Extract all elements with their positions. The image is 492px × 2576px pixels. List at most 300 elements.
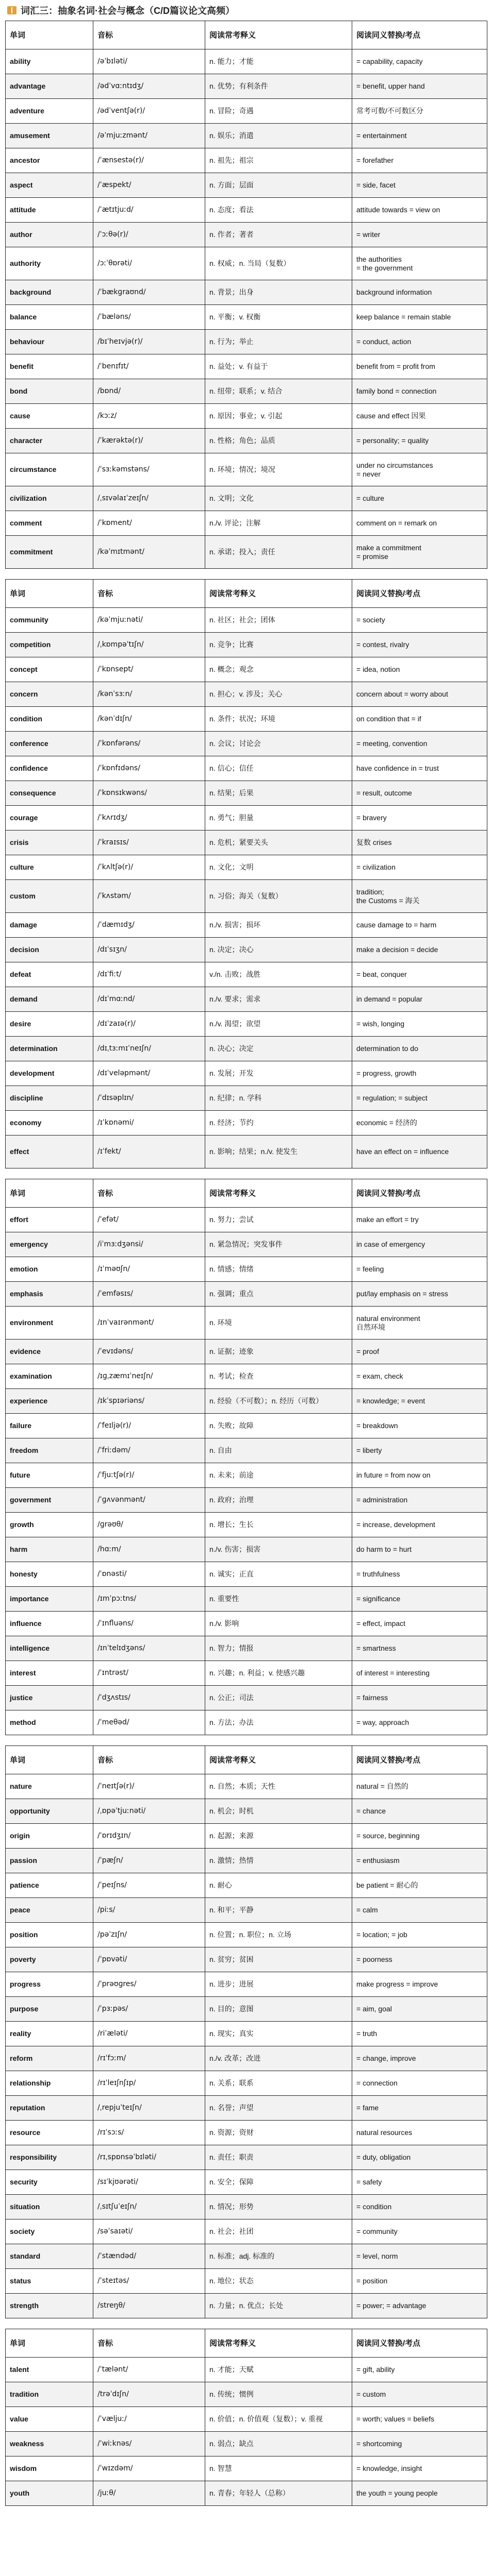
cell-phon: /ədˈventʃə(r)/ — [93, 99, 205, 124]
cell-phon: /ˈpɒvəti/ — [93, 1947, 205, 1972]
cell-phon: /dɪˌtɜːmɪˈneɪʃn/ — [93, 1037, 205, 1061]
table-row — [6, 608, 487, 633]
cell-pos: n. 考试；检查 — [205, 1364, 352, 1389]
cell-tip: = source, beginning — [352, 1824, 487, 1849]
cell-word: amusement — [6, 124, 93, 148]
cell-tip: on condition that = if — [352, 707, 487, 732]
cell-pos: n. 名誉；声望 — [205, 2096, 352, 2121]
cell-word: weakness — [6, 2432, 93, 2456]
cell-tip: = enthusiasm — [352, 1849, 487, 1873]
table-row — [6, 404, 487, 429]
cell-phon: /ˈɡʌvənmənt/ — [93, 1488, 205, 1513]
cell-pos: n. 贫穷；贫困 — [205, 1947, 352, 1972]
table-row — [6, 756, 487, 781]
cell-tip: background information — [352, 280, 487, 305]
cell-word: decision — [6, 938, 93, 962]
cell-pos: n. 努力；尝试 — [205, 1208, 352, 1232]
table-row — [6, 1661, 487, 1686]
cell-word: cause — [6, 404, 93, 429]
table-row — [6, 124, 487, 148]
cell-tip: = increase, development — [352, 1513, 487, 1537]
cell-tip: = benefit, upper hand — [352, 74, 487, 99]
column-header: 音标 — [93, 2329, 205, 2358]
cell-phon: /rɪˈfɔːm/ — [93, 2046, 205, 2071]
cell-word: reform — [6, 2046, 93, 2071]
cell-phon: /ˌsɪvəlaɪˈzeɪʃn/ — [93, 486, 205, 511]
table-row — [6, 1824, 487, 1849]
table-row — [6, 657, 487, 682]
cell-pos: n. 增长；生长 — [205, 1513, 352, 1537]
cell-word: economy — [6, 1111, 93, 1136]
cell-pos: n. 习俗；海关（复数） — [205, 880, 352, 913]
table-header-row — [6, 2329, 487, 2358]
cell-word: strength — [6, 2294, 93, 2318]
cell-tip: concern about = worry about — [352, 682, 487, 707]
cell-word: influence — [6, 1612, 93, 1636]
cell-pos: n. 起源；来源 — [205, 1824, 352, 1849]
cell-tip: = forefather — [352, 148, 487, 173]
cell-phon: /hɑːm/ — [93, 1537, 205, 1562]
table-row — [6, 2022, 487, 2046]
cell-word: commitment — [6, 536, 93, 569]
cell-phon: /ˈɒrɪdʒɪn/ — [93, 1824, 205, 1849]
cell-pos: n. 情感；情绪 — [205, 1257, 352, 1282]
vocab-table — [5, 2329, 487, 2506]
cell-phon: /ˈɒnəsti/ — [93, 1562, 205, 1587]
cell-phon: /ɪmˈpɔːtns/ — [93, 1587, 205, 1612]
cell-tip: = idea, notion — [352, 657, 487, 682]
cell-phon: /ˈsteɪtəs/ — [93, 2269, 205, 2294]
cell-pos: n./v. 伤害；损害 — [205, 1537, 352, 1562]
cell-tip: in demand = popular — [352, 987, 487, 1012]
table-row — [6, 1061, 487, 1086]
table-row — [6, 99, 487, 124]
cell-word: experience — [6, 1389, 93, 1414]
cell-word: adventure — [6, 99, 93, 124]
cell-pos: n. 自由 — [205, 1438, 352, 1463]
column-header: 音标 — [93, 21, 205, 49]
column-header: 单词 — [6, 1179, 93, 1208]
page-title — [0, 0, 492, 21]
cell-pos: n. 智慧 — [205, 2456, 352, 2481]
cell-tip: = culture — [352, 486, 487, 511]
cell-tip: = entertainment — [352, 124, 487, 148]
cell-pos: n. 危机；紧要关头 — [205, 831, 352, 855]
table-row — [6, 1340, 487, 1364]
cell-tip: = custom — [352, 2382, 487, 2407]
table-row — [6, 1257, 487, 1282]
cell-phon: /ˈdæmɪdʒ/ — [93, 913, 205, 938]
cell-word: wisdom — [6, 2456, 93, 2481]
cell-pos: n. 地位；状态 — [205, 2269, 352, 2294]
table-row — [6, 429, 487, 453]
cell-word: opportunity — [6, 1799, 93, 1824]
cell-tip: of interest = interesting — [352, 1661, 487, 1686]
cell-tip: = significance — [352, 1587, 487, 1612]
cell-tip: = progress, growth — [352, 1061, 487, 1086]
cell-tip: = power; = advantage — [352, 2294, 487, 2318]
cell-pos: n. 能力；才能 — [205, 49, 352, 74]
cell-phon: /iˈmɜːdʒənsi/ — [93, 1232, 205, 1257]
cell-phon: /ˈæspekt/ — [93, 173, 205, 198]
table-row — [6, 633, 487, 657]
column-header: 单词 — [6, 1746, 93, 1774]
cell-tip: = proof — [352, 1340, 487, 1364]
cell-phon: /ˈpɜːpəs/ — [93, 1997, 205, 2022]
cell-tip: = society — [352, 608, 487, 633]
cell-tip: 复数 crises — [352, 831, 487, 855]
cell-tip: cause damage to = harm — [352, 913, 487, 938]
cell-pos: n. 位置；n. 职位；n. 立场 — [205, 1923, 352, 1947]
cell-pos: n. 社区；社会；团体 — [205, 608, 352, 633]
table-row — [6, 49, 487, 74]
cell-pos: n. 关系；联系 — [205, 2071, 352, 2096]
cell-phon: /ˈkʌrɪdʒ/ — [93, 806, 205, 831]
cell-pos: n. 发展；开发 — [205, 1061, 352, 1086]
cell-tip: make progress = improve — [352, 1972, 487, 1997]
cell-tip: family bond = connection — [352, 379, 487, 404]
column-header: 阅读常考释义 — [205, 21, 352, 49]
cell-word: reputation — [6, 2096, 93, 2121]
cell-phon: /ˌɒpəˈtjuːnəti/ — [93, 1799, 205, 1824]
table-row — [6, 1799, 487, 1824]
cell-phon: /ˌkɒmpəˈtɪʃn/ — [93, 633, 205, 657]
column-header: 阅读同义替换/考点 — [352, 21, 487, 49]
cell-tip: benefit from = profit from — [352, 354, 487, 379]
cell-pos: n. 标准；adj. 标准的 — [205, 2244, 352, 2269]
cell-pos: n. 责任；职责 — [205, 2145, 352, 2170]
table-row — [6, 1438, 487, 1463]
cell-tip: = aim, goal — [352, 1997, 487, 2022]
cell-pos: n. 才能；天赋 — [205, 2358, 352, 2382]
cell-phon: /ˈpæʃn/ — [93, 1849, 205, 1873]
table-row — [6, 781, 487, 806]
cell-pos: n. 方面；层面 — [205, 173, 352, 198]
cell-phon: /əˈbɪləti/ — [93, 49, 205, 74]
cell-phon: /ˈneɪtʃə(r)/ — [93, 1774, 205, 1799]
cell-phon: /piːs/ — [93, 1898, 205, 1923]
cell-tip: in case of emergency — [352, 1232, 487, 1257]
cell-word: value — [6, 2407, 93, 2432]
cell-word: evidence — [6, 1340, 93, 1364]
cell-word: bond — [6, 379, 93, 404]
cell-tip: = beat, conquer — [352, 962, 487, 987]
cell-tip: = way, approach — [352, 1710, 487, 1735]
table-header-row — [6, 1179, 487, 1208]
cell-tip: = bravery — [352, 806, 487, 831]
cell-word: responsibility — [6, 2145, 93, 2170]
cell-pos: n. 紧急情况；突发事件 — [205, 1232, 352, 1257]
table-row — [6, 1710, 487, 1735]
table-row — [6, 1636, 487, 1661]
table-row — [6, 247, 487, 280]
cell-tip: = breakdown — [352, 1414, 487, 1438]
cell-pos: n. 失败；故障 — [205, 1414, 352, 1438]
table-row — [6, 2195, 487, 2219]
column-header: 阅读常考释义 — [205, 1179, 352, 1208]
cell-pos: n. 传统；惯例 — [205, 2382, 352, 2407]
cell-phon: /sɪˈkjʊərəti/ — [93, 2170, 205, 2195]
cell-phon: /dɪˈsɪʒn/ — [93, 938, 205, 962]
cell-word: custom — [6, 880, 93, 913]
cell-pos: n. 政府；治理 — [205, 1488, 352, 1513]
cell-phon: /ɪˈfekt/ — [93, 1136, 205, 1168]
cell-phon: /ɪɡˌzæmɪˈneɪʃn/ — [93, 1364, 205, 1389]
cell-phon: /ɪˈkɒnəmi/ — [93, 1111, 205, 1136]
table-row — [6, 330, 487, 354]
cell-tip: comment on = remark on — [352, 511, 487, 536]
cell-word: future — [6, 1463, 93, 1488]
cell-pos: n. 价值；n. 价值观（复数）；v. 重视 — [205, 2407, 352, 2432]
column-header: 阅读同义替换/考点 — [352, 2329, 487, 2358]
cell-pos: n. 社会；社团 — [205, 2219, 352, 2244]
cell-word: attitude — [6, 198, 93, 223]
cell-word: balance — [6, 305, 93, 330]
cell-word: reality — [6, 2022, 93, 2046]
cell-tip: make a decision = decide — [352, 938, 487, 962]
cell-tip: = regulation; = subject — [352, 1086, 487, 1111]
cell-phon: /ˈkɒnfɪdəns/ — [93, 756, 205, 781]
table-row — [6, 1037, 487, 1061]
cell-tip: = knowledge; = event — [352, 1389, 487, 1414]
cell-tip: = gift, ability — [352, 2358, 487, 2382]
table-row — [6, 173, 487, 198]
cell-phon: /ˈætɪtjuːd/ — [93, 198, 205, 223]
table-row — [6, 305, 487, 330]
cell-tip: determination to do — [352, 1037, 487, 1061]
cell-tip: = chance — [352, 1799, 487, 1824]
cell-tip: = truth — [352, 2022, 487, 2046]
cell-pos: n. 证据；迹象 — [205, 1340, 352, 1364]
cell-phon: /əˈmjuːzmənt/ — [93, 124, 205, 148]
cell-tip: = wish, longing — [352, 1012, 487, 1037]
table-row — [6, 74, 487, 99]
table-header-row — [6, 1746, 487, 1774]
cell-word: defeat — [6, 962, 93, 987]
table-row — [6, 2244, 487, 2269]
cell-tip: = condition — [352, 2195, 487, 2219]
table-row — [6, 2145, 487, 2170]
cell-tip: = fairness — [352, 1686, 487, 1710]
cell-word: justice — [6, 1686, 93, 1710]
table-row — [6, 2432, 487, 2456]
cell-phon: /trəˈdɪʃn/ — [93, 2382, 205, 2407]
cell-pos: n. 目的；意图 — [205, 1997, 352, 2022]
cell-pos: n./v. 损害；损坏 — [205, 913, 352, 938]
column-header: 阅读常考释义 — [205, 2329, 352, 2358]
cell-pos: n. 优势；有利条件 — [205, 74, 352, 99]
column-header: 阅读同义替换/考点 — [352, 580, 487, 608]
cell-pos: n. 耐心 — [205, 1873, 352, 1898]
table-row — [6, 280, 487, 305]
table-row — [6, 2407, 487, 2432]
column-header: 音标 — [93, 1179, 205, 1208]
cell-word: poverty — [6, 1947, 93, 1972]
cell-tip: put/lay emphasis on = stress — [352, 1282, 487, 1307]
cell-pos: n. 承诺；投入；责任 — [205, 536, 352, 569]
table-row — [6, 880, 487, 913]
table-row — [6, 148, 487, 173]
table-row — [6, 1898, 487, 1923]
cell-pos: n. 环境 — [205, 1307, 352, 1340]
cell-tip: = exam, check — [352, 1364, 487, 1389]
cell-word: tradition — [6, 2382, 93, 2407]
cell-word: determination — [6, 1037, 93, 1061]
cell-pos: n. 结果；后果 — [205, 781, 352, 806]
cell-phon: /ˈemfəsɪs/ — [93, 1282, 205, 1307]
cell-pos: n./v. 评论；注解 — [205, 511, 352, 536]
cell-phon: /ˈɪntrəst/ — [93, 1661, 205, 1686]
cell-tip: economic = 经济的 — [352, 1111, 487, 1136]
cell-word: condition — [6, 707, 93, 732]
cell-pos: n. 娱乐；消遣 — [205, 124, 352, 148]
cell-pos: n. 激情；热情 — [205, 1849, 352, 1873]
column-header: 阅读常考释义 — [205, 580, 352, 608]
cell-phon: /pəˈzɪʃn/ — [93, 1923, 205, 1947]
cell-tip: be patient = 耐心的 — [352, 1873, 487, 1898]
cell-tip: = position — [352, 2269, 487, 2294]
table-row — [6, 1208, 487, 1232]
cell-phon: /ˈɔːθə(r)/ — [93, 223, 205, 247]
cell-word: youth — [6, 2481, 93, 2506]
table-row — [6, 1513, 487, 1537]
cell-tip: make a commitment = promise — [352, 536, 487, 569]
cell-phon: /ˈkɒnsept/ — [93, 657, 205, 682]
table-row — [6, 2046, 487, 2071]
cell-pos: n. 安全；保障 — [205, 2170, 352, 2195]
cell-tip: = smartness — [352, 1636, 487, 1661]
cell-tip: = personality; = quality — [352, 429, 487, 453]
cell-word: effect — [6, 1136, 93, 1168]
cell-pos: v./n. 击败；战胜 — [205, 962, 352, 987]
cell-phon: /ˈefət/ — [93, 1208, 205, 1232]
column-header: 阅读同义替换/考点 — [352, 1179, 487, 1208]
cell-pos: n. 纽带；联系；v. 结合 — [205, 379, 352, 404]
cell-word: honesty — [6, 1562, 93, 1587]
cell-phon: /dɪˈfiːt/ — [93, 962, 205, 987]
table-header-row — [6, 21, 487, 49]
cell-phon: /ˈkærəktə(r)/ — [93, 429, 205, 453]
cell-word: ability — [6, 49, 93, 74]
cell-pos: n. 概念；观念 — [205, 657, 352, 682]
cell-phon: /ˈsɜːkəmstəns/ — [93, 453, 205, 486]
table-row — [6, 2219, 487, 2244]
cell-pos: n. 祖先；祖宗 — [205, 148, 352, 173]
cell-pos: n. 平衡；v. 权衡 — [205, 305, 352, 330]
cell-word: freedom — [6, 1438, 93, 1463]
cell-word: emotion — [6, 1257, 93, 1282]
table-row — [6, 1414, 487, 1438]
cell-phon: /ədˈvɑːntɪdʒ/ — [93, 74, 205, 99]
cell-pos: n. 环境；情况；境况 — [205, 453, 352, 486]
cell-phon: /kənˈsɜːn/ — [93, 682, 205, 707]
cell-word: development — [6, 1061, 93, 1086]
cell-word: resource — [6, 2121, 93, 2145]
book-icon — [7, 6, 17, 14]
cell-phon: /ˌsɪtʃuˈeɪʃn/ — [93, 2195, 205, 2219]
cell-phon: /səˈsaɪəti/ — [93, 2219, 205, 2244]
table-row — [6, 2096, 487, 2121]
table-row — [6, 707, 487, 732]
cell-phon: /ˈpeɪʃns/ — [93, 1873, 205, 1898]
cell-tip: under no circumstances = never — [352, 453, 487, 486]
cell-phon: /ˈstændəd/ — [93, 2244, 205, 2269]
cell-tip: = capability, capacity — [352, 49, 487, 74]
cell-word: progress — [6, 1972, 93, 1997]
cell-tip: = connection — [352, 2071, 487, 2096]
cell-pos: n. 文化；文明 — [205, 855, 352, 880]
cell-phon: /ˈfriːdəm/ — [93, 1438, 205, 1463]
cell-phon: /ɪkˈspɪəriəns/ — [93, 1389, 205, 1414]
cell-word: comment — [6, 511, 93, 536]
cell-word: discipline — [6, 1086, 93, 1111]
table-row — [6, 2121, 487, 2145]
cell-word: desire — [6, 1012, 93, 1037]
cell-word: status — [6, 2269, 93, 2294]
cell-tip: cause and effect 因果 — [352, 404, 487, 429]
column-header: 音标 — [93, 1746, 205, 1774]
cell-word: security — [6, 2170, 93, 2195]
cell-phon: /ˈevɪdəns/ — [93, 1340, 205, 1364]
cell-pos: n. 公正；司法 — [205, 1686, 352, 1710]
cell-pos: n. 自然；本质；天性 — [205, 1774, 352, 1799]
cell-pos: n. 力量；n. 优点；长处 — [205, 2294, 352, 2318]
cell-word: examination — [6, 1364, 93, 1389]
table-row — [6, 2481, 487, 2506]
table-row — [6, 2071, 487, 2096]
cell-pos: n. 原因；事业；v. 引起 — [205, 404, 352, 429]
cell-tip: = administration — [352, 1488, 487, 1513]
cell-phon: /juːθ/ — [93, 2481, 205, 2506]
cell-pos: n. 青春；年轻人（总称） — [205, 2481, 352, 2506]
cell-phon: /ˈkraɪsɪs/ — [93, 831, 205, 855]
table-row — [6, 1012, 487, 1037]
table-row — [6, 2294, 487, 2318]
cell-tip: = contest, rivalry — [352, 633, 487, 657]
cell-tip: natural resources — [352, 2121, 487, 2145]
cell-pos: n. 机会；时机 — [205, 1799, 352, 1824]
table-header-row — [6, 580, 487, 608]
vocab-table — [5, 1179, 487, 1735]
cell-phon: /ˈwiːknəs/ — [93, 2432, 205, 2456]
table-row — [6, 1947, 487, 1972]
cell-word: relationship — [6, 2071, 93, 2096]
table-row — [6, 2170, 487, 2195]
cell-tip: natural environment 自然环境 — [352, 1307, 487, 1340]
cell-phon: /kənˈdɪʃn/ — [93, 707, 205, 732]
vocab-table — [5, 579, 487, 1168]
table-row — [6, 1686, 487, 1710]
cell-word: aspect — [6, 173, 93, 198]
cell-word: behaviour — [6, 330, 93, 354]
cell-tip: = writer — [352, 223, 487, 247]
cell-phon: /ˈdɪsəplɪn/ — [93, 1086, 205, 1111]
cell-pos: n. 作者；著者 — [205, 223, 352, 247]
cell-pos: n. 勇气；胆量 — [205, 806, 352, 831]
cell-tip: = community — [352, 2219, 487, 2244]
cell-phon: /ɔːˈθɒrəti/ — [93, 247, 205, 280]
cell-phon: /ˈmeθəd/ — [93, 1710, 205, 1735]
table-row — [6, 938, 487, 962]
cell-word: benefit — [6, 354, 93, 379]
cell-pos: n. 未来；前途 — [205, 1463, 352, 1488]
cell-pos: n./v. 要求；需求 — [205, 987, 352, 1012]
vocab-table — [5, 1745, 487, 2318]
table-row — [6, 1923, 487, 1947]
cell-pos: n. 经济；节约 — [205, 1111, 352, 1136]
cell-tip: the authorities = the government — [352, 247, 487, 280]
cell-phon: /ˈfjuːtʃə(r)/ — [93, 1463, 205, 1488]
